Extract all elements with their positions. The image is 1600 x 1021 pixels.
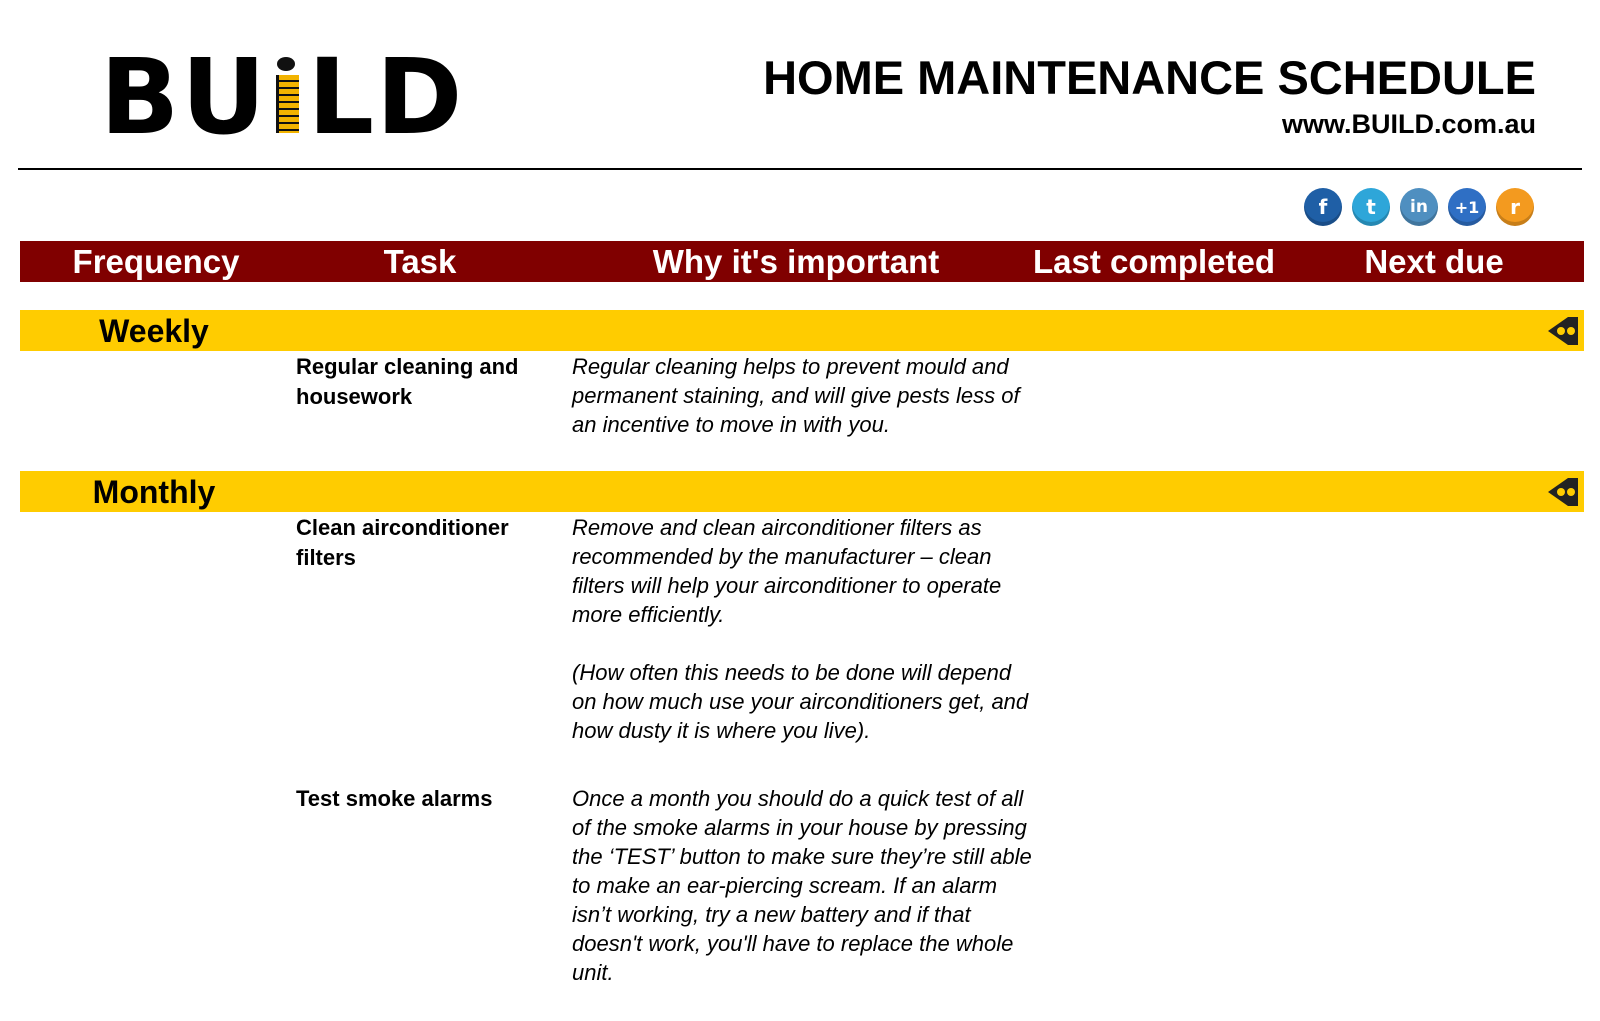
column-header-bar	[20, 241, 1584, 282]
column-next-due: Next due	[1364, 243, 1504, 280]
logo-text-right: LD	[307, 36, 465, 158]
section-label: Weekly	[99, 313, 209, 349]
task-description	[572, 513, 1032, 745]
document-title: HOME MAINTENANCE SCHEDULE	[763, 51, 1536, 104]
linkedin-icon[interactable]: in	[1400, 188, 1438, 226]
collapse-icon[interactable]	[1546, 314, 1580, 348]
description-paragraph: Remove and clean airconditioner filters as recommended by the manufacturer – clean filters will help your airconditioner to operate more efficiently.	[572, 515, 1002, 627]
task-name: Regular cleaning and housework	[296, 354, 519, 409]
task-description	[572, 784, 1032, 987]
description-paragraph: Once a month you should do a quick test of all of the smoke alarms in your house by pressing the ‘TEST’ button to make sure they’re still able to make an ear-piercing scream. If an alarm isn’t working, try a new battery and if that doesn't work, you'll have to replace the whole unit.	[572, 786, 1032, 985]
rss-icon[interactable]: r	[1496, 188, 1534, 226]
build-logo	[100, 36, 465, 158]
column-task: Task	[383, 243, 457, 280]
website-link[interactable]: www.BUILD.com.au	[1281, 109, 1536, 139]
logo-text-left: BU	[100, 36, 268, 158]
section-monthly	[20, 471, 1584, 512]
header-divider	[18, 168, 1582, 170]
column-last-completed: Last completed	[1032, 243, 1276, 280]
description-note: (How often this needs to be done will depend on how much use your airconditioners get, and how dusty it is where you live).	[572, 660, 1029, 743]
facebook-icon[interactable]: f	[1304, 188, 1342, 226]
task-name: Test smoke alarms	[296, 786, 493, 811]
task-description	[572, 352, 1032, 439]
section-label: Monthly	[92, 474, 216, 510]
section-weekly	[20, 310, 1584, 351]
column-why: Why it's important	[652, 243, 940, 280]
column-frequency: Frequency	[72, 243, 240, 280]
tape-measure-icon	[274, 61, 298, 133]
google-plus-icon[interactable]: +1	[1448, 188, 1486, 226]
description-paragraph: Regular cleaning helps to prevent mould and permanent staining, and will give pests less of an incentive to move in with you.	[572, 354, 1020, 437]
social-links	[1304, 188, 1534, 226]
task-name: Clean airconditioner filters	[296, 515, 509, 570]
twitter-icon[interactable]: t	[1352, 188, 1390, 226]
collapse-icon[interactable]	[1546, 475, 1580, 509]
